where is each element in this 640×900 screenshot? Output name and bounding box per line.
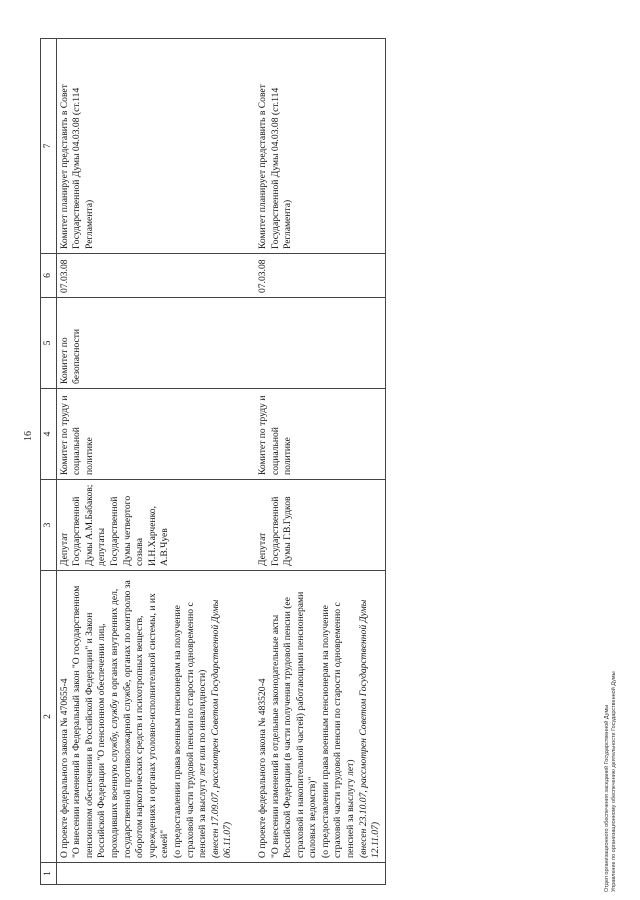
co-committee: Комитет по безопасности (56, 298, 237, 389)
bill-name: "О внесении изменений в отдельные законодательные акты Российской Федерации (в части получения трудовой пенсии (ее страховой и накопительной частей) работающими пенсионерами силовых ведомств)" (269, 591, 319, 858)
deadline-date: 07.03.08 (56, 254, 237, 298)
status-note: Комитет планирует представить в Совет Государственной Думы 04.03.08 (ст.114 Регламента) (255, 39, 385, 254)
bill-note: (о предоставлении права военным пенсионерам на получение страховой части трудовой пенсии по старости одновременно с пенсией за выслугу лет) (319, 602, 357, 858)
footer (604, 671, 618, 892)
table-row (255, 39, 385, 885)
footer-line-2: Управление по организационному обеспечению деятельности Государственной Думы (611, 671, 617, 892)
rotated-page (40, 35, 630, 885)
col-header-5: 5 (41, 298, 57, 389)
status-note: Комитет планирует представить в Совет Государственной Думы 04.03.08 (ст.114 Регламента) (56, 39, 237, 254)
bill-authors: Депутат Государственной Думы А.М.Бабаков; депутаты Государственной Думы четвертого созыва И.Н.Харченко, А.В.Чуев (56, 480, 237, 571)
col-header-7: 7 (41, 39, 57, 254)
bill-description (56, 571, 237, 863)
bill-description (255, 571, 385, 863)
bill-authors: Депутат Государственной Думы Г.В.Гудков (255, 480, 385, 571)
responsible-committee: Комитет по труду и социальной политике (56, 389, 237, 480)
col-header-3: 3 (41, 480, 57, 571)
col-header-4: 4 (41, 389, 57, 480)
deadline-date: 07.03.08 (255, 254, 385, 298)
responsible-committee: Комитет по труду и социальной политике (255, 389, 385, 480)
bill-name: "О внесении изменений в Федеральный закон "О государственном пенсионном обеспечении в Российской Федерации" и Закон Российской Федерации "О пенсионном обеспечении лиц, проходивших военную службу, службу в органах внутренних дел, государственной противопожарной службе, органах по контролю за оборотом наркотических средств и психотропных веществ, учреждениях и органах уголовно-исполнительной системы, и их семей" (71, 580, 171, 858)
page-number: 16 (23, 431, 34, 441)
co-committee (255, 298, 385, 389)
bill-note: (о предоставлении права военным пенсионерам на получение страховой части трудовой пенсии по старости одновременно с пенсией за выслугу лет или по инвалидности) (171, 602, 209, 858)
bill-intro: (внесен 17.09.07, рассмотрен Советом Государственной Думы 06.11.07) (209, 599, 234, 858)
col-header-6: 6 (41, 254, 57, 298)
agenda-table (40, 38, 386, 885)
footer-line-1: Отдел организационного обеспечения заседаний Государственной Думы (604, 704, 610, 892)
col-header-2: 2 (41, 571, 57, 863)
bill-title: О проекте федерального закона № 470655-4 (58, 678, 70, 858)
row-number (56, 863, 237, 885)
bill-title: О проекте федерального закона № 483520-4 (256, 678, 268, 858)
row-spacer (237, 39, 255, 885)
row-number (255, 863, 385, 885)
table-header-row (41, 39, 57, 885)
bill-intro: (внесен 23.10.07, рассмотрен Советом Государственной Думы 12.11.07) (357, 599, 382, 858)
col-header-1: 1 (41, 863, 57, 885)
table-row (56, 39, 237, 885)
